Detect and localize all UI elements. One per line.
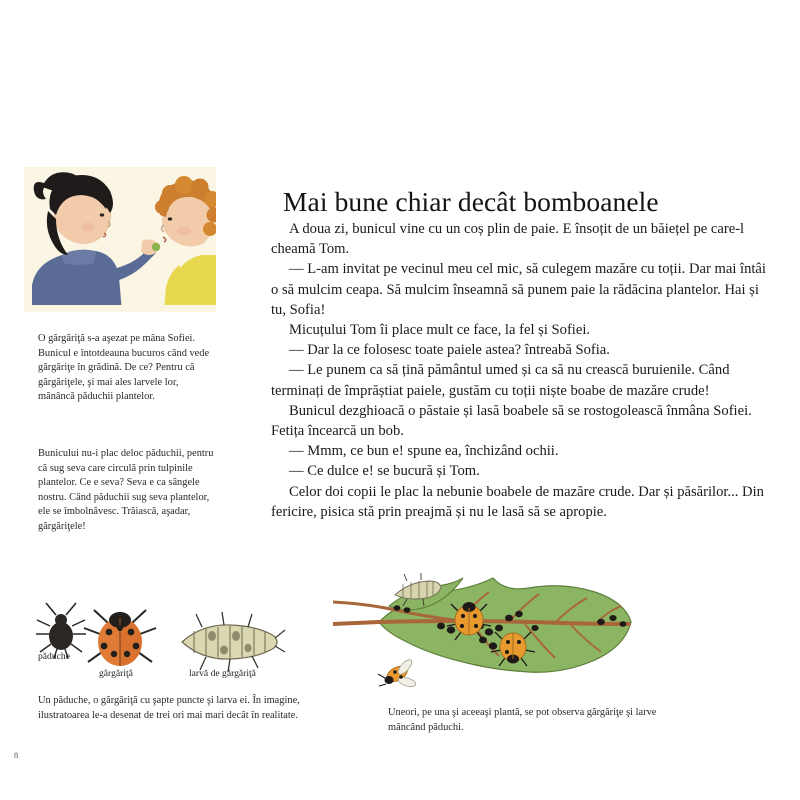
aphid-icon	[36, 603, 86, 658]
leaf-illustration-figure	[333, 562, 633, 697]
paragraph: Bunicul dezghioacă o păstaie și lasă boabele să se rostogolească înmâna Sofiei. Fetița încearcă un bob.	[271, 402, 752, 440]
paragraph: — Dar la ce folosesc toate paiele astea? întreabă Sofia.	[289, 342, 610, 359]
paragraph: — Ce dulce e! se bucură și Tom.	[289, 463, 480, 480]
sidebar-caption-aphids: Bunicului nu-i plac deloc păduchii, pentru că sug seva care circulă prin tulpinile plantelor. Ce e seva? Seva e ca sângele nostru. Când păduchii sug seva plantelor, ele se îmbolnăvesc. Trăiască, aşadar, gărgăriţele!	[38, 448, 214, 532]
paragraph: — Le punem ca să țină pământul umed și ca să nu crească buruienile. Când terminați de împrăștiat paiele, gustăm cu toții niște boabe de mazăre crude!	[271, 362, 730, 399]
bug-label-ladybug: gărgăriţă	[99, 668, 133, 679]
kids-illustration-figure	[24, 167, 216, 312]
paragraph: — Mmm, ce bun e! spune ea, închizând ochii.	[289, 443, 559, 460]
bug-label-larva: larvă de gărgăriţă	[189, 668, 256, 679]
paragraph: A doua zi, bunicul vine cu un coș plin de paie. E însoțit de un băiețel pe care-l cheamă Tom.	[271, 221, 745, 258]
bug-label-aphid: păduche	[38, 651, 70, 662]
caption-leaf-plate: Uneori, pe una şi aceeaşi plantă, se pot observa gărgăriţe şi larve mâncând păduchi.	[388, 707, 657, 733]
leaf-with-ladybugs-and-aphids-illustration	[333, 562, 633, 697]
paragraph: Micuțului Tom îi place mult ce face, la fel și Sofiei.	[289, 322, 591, 339]
article-body	[271, 219, 771, 522]
sidebar-caption-ladybug: O gărgăriţă s-a aşezat pe mâna Sofiei. Bunicul e întotdeauna bucuros când vede gărgăriţe în grădină. De ce? Pentru că gărgăriţele, şi mai ales larvele lor, mănâncă păduchii plantelor.	[38, 333, 210, 403]
larva-icon	[182, 612, 285, 672]
page-title: Mai bune chiar decât bomboanele	[283, 186, 659, 218]
girl-feeding-pea-to-boy-illustration	[24, 167, 216, 312]
page-number: 8	[14, 750, 19, 760]
paragraph: Celor doi copii le plac la nebunie boabele de mazăre crude. Dar și păsărilor... Din fericire, pisica stă prin preajmă și nu le lasă să se apropie.	[271, 483, 764, 520]
ladybug-icon	[84, 610, 156, 666]
paragraph: — L-am invitat pe vecinul meu cel mic, să culegem mazăre cu toții. Dar mai întâi o să mulcim ceapa. Să mulcim înseamnă să punem paie la rădăcina plantelor. Hai și tu, Sofia!	[271, 261, 766, 318]
flying-ladybug-icon	[378, 658, 417, 689]
caption-insect-plate: Un păduche, o gărgăriţă cu şapte puncte şi larva ei. În imagine, ilustratoarea le-a desenat de trei ori mai mari decât în realitate.	[38, 695, 300, 721]
